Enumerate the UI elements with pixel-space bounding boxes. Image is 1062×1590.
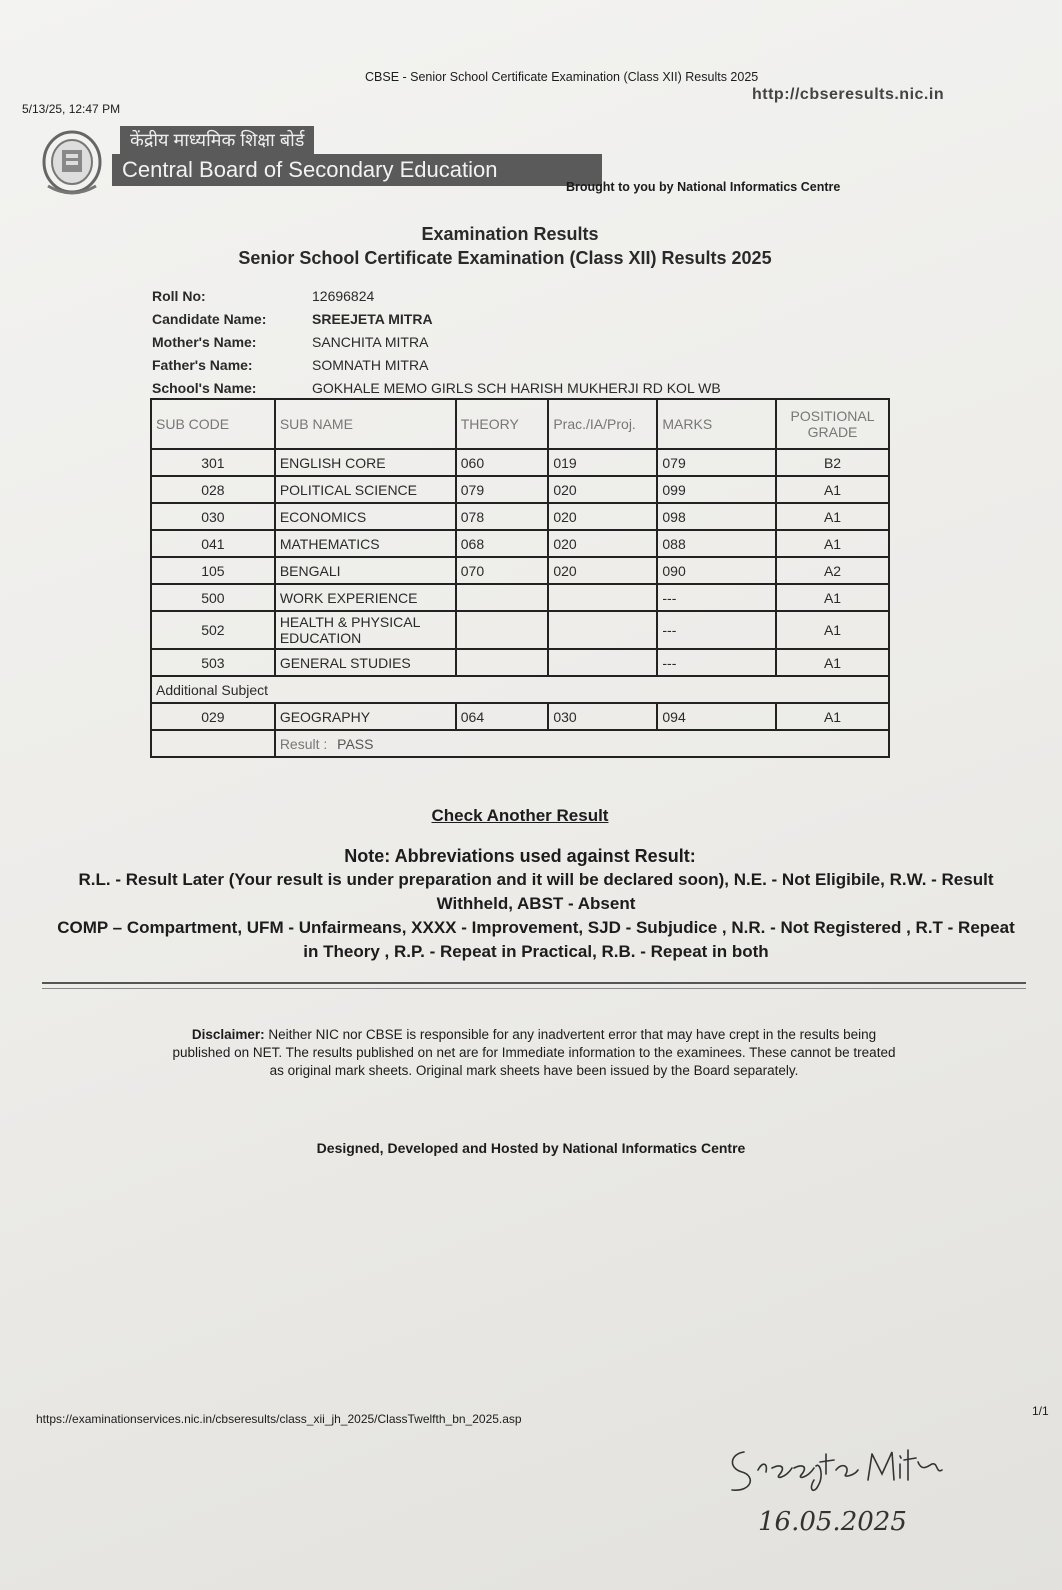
header-theory: THEORY xyxy=(456,399,549,449)
grade-cell: A1 xyxy=(776,530,889,557)
practical-cell: 030 xyxy=(548,703,657,730)
sub-code-cell: 500 xyxy=(151,584,275,611)
theory-cell: 068 xyxy=(456,530,549,557)
header-sub-name: SUB NAME xyxy=(275,399,456,449)
table-row xyxy=(151,611,889,649)
father-name-value: SOMNATH MITRA xyxy=(312,356,429,373)
header-sub-code: SUB CODE xyxy=(151,399,275,449)
brought-by-text: Brought to you by National Informatics Centre xyxy=(566,180,841,194)
candidate-info xyxy=(152,284,721,399)
cbse-banner xyxy=(112,126,602,186)
candidate-name-value: SREEJETA MITRA xyxy=(312,310,433,327)
banner-hindi-title: केंद्रीय माध्यमिक शिक्षा बोर्ड xyxy=(120,126,314,154)
result-empty-cell xyxy=(151,730,275,757)
note-line-2: COMP – Compartment, UFM - Unfairmeans, XXXX - Improvement, SJD - Subjudice , N.R. - Not Registered , R.T - Repeat in Theory , R.P. - Repeat in Practical, R.B. - Repeat in both xyxy=(57,918,1015,961)
marks-cell: 099 xyxy=(657,476,776,503)
roll-row xyxy=(152,284,721,307)
theory-cell xyxy=(456,584,549,611)
theory-cell: 079 xyxy=(456,476,549,503)
marks-cell: --- xyxy=(657,611,776,649)
roll-value: 12696824 xyxy=(312,287,375,304)
practical-cell: 020 xyxy=(548,503,657,530)
cbse-emblem-icon xyxy=(40,128,104,200)
handwritten-signature xyxy=(722,1440,962,1550)
marks-cell: 088 xyxy=(657,530,776,557)
table-row xyxy=(151,503,889,530)
school-name-value: GOKHALE MEMO GIRLS SCH HARISH MUKHERJI RD KOL WB xyxy=(312,379,721,396)
header-practical: Prac./IA/Proj. xyxy=(548,399,657,449)
grade-cell: A1 xyxy=(776,703,889,730)
table-row xyxy=(151,530,889,557)
practical-cell: 020 xyxy=(548,476,657,503)
grade-cell: A1 xyxy=(776,476,889,503)
grade-cell: A2 xyxy=(776,557,889,584)
result-value: PASS xyxy=(337,735,374,752)
result-cell xyxy=(275,730,889,757)
theory-cell: 060 xyxy=(456,449,549,476)
practical-cell xyxy=(548,611,657,649)
additional-subject-label-row xyxy=(151,676,889,703)
sub-name-cell: GEOGRAPHY xyxy=(275,703,456,730)
grade-cell: A1 xyxy=(776,611,889,649)
sub-name-cell: HEALTH & PHYSICAL EDUCATION xyxy=(275,611,456,649)
practical-cell: 019 xyxy=(548,449,657,476)
sub-name-cell: GENERAL STUDIES xyxy=(275,649,456,676)
practical-cell: 020 xyxy=(548,530,657,557)
header-grade xyxy=(776,399,889,449)
page-number: 1/1 xyxy=(1032,1404,1049,1418)
theory-cell: 070 xyxy=(456,557,549,584)
note-title: Note: Abbreviations used against Result: xyxy=(344,846,696,866)
designed-by-text: Designed, Developed and Hosted by National Informatics Centre xyxy=(316,1140,746,1156)
school-name-label: School's Name: xyxy=(152,379,257,396)
sub-name-cell: ENGLISH CORE xyxy=(275,449,456,476)
theory-cell: 064 xyxy=(456,703,549,730)
table-row xyxy=(151,649,889,676)
practical-cell: 020 xyxy=(548,557,657,584)
sub-name-cell: ECONOMICS xyxy=(275,503,456,530)
disclaimer xyxy=(164,1026,904,1080)
candidate-name-label: Candidate Name: xyxy=(152,310,267,327)
marks-cell: --- xyxy=(657,584,776,611)
marks-cell: 098 xyxy=(657,503,776,530)
table-row xyxy=(151,557,889,584)
table-row xyxy=(151,584,889,611)
theory-cell xyxy=(456,611,549,649)
father-name-label: Father's Name: xyxy=(152,356,253,373)
practical-cell xyxy=(548,584,657,611)
sub-name-cell: WORK EXPERIENCE xyxy=(275,584,456,611)
marks-cell: 090 xyxy=(657,557,776,584)
sub-code-cell: 301 xyxy=(151,449,275,476)
table-row xyxy=(151,449,889,476)
mother-name-row xyxy=(152,330,721,353)
theory-cell: 078 xyxy=(456,503,549,530)
note-line-1: R.L. - Result Later (Your result is under preparation and it will be declared soon), N.E. - Not Eligibile, R.W. - Result Withheld, ABST - Absent xyxy=(78,870,994,913)
disclaimer-label: Disclaimer: xyxy=(191,1027,265,1042)
marks-cell: --- xyxy=(657,649,776,676)
header-grade-line2: GRADE xyxy=(807,424,858,440)
sub-code-cell: 503 xyxy=(151,649,275,676)
grade-cell: B2 xyxy=(776,449,889,476)
footer-url: https://examinationservices.nic.in/cbseresults/class_xii_jh_2025/ClassTwelfth_bn_2025.asp xyxy=(36,1412,522,1426)
print-page-title: CBSE - Senior School Certificate Examination (Class XII) Results 2025 xyxy=(365,70,759,84)
school-name-row xyxy=(152,376,721,399)
disclaimer-text: Neither NIC nor CBSE is responsible for any inadvertent error that may have crept in the results being published on NET. The results published on net are for Immediate information to the examinees. These cannot be treated as original mark sheets. Original mark sheets have been issued by the Board separately. xyxy=(172,1027,896,1078)
roll-label: Roll No: xyxy=(152,287,206,304)
signature-date: 16.05.2025 xyxy=(758,1507,907,1537)
sub-code-cell: 502 xyxy=(151,611,275,649)
table-row-additional xyxy=(151,703,889,730)
print-timestamp: 5/13/25, 12:47 PM xyxy=(22,102,121,116)
check-another-result-link[interactable]: Check Another Result xyxy=(431,806,609,825)
header-grade-line1: POSITIONAL xyxy=(790,408,875,424)
mother-name-value: SANCHITA MITRA xyxy=(312,333,429,350)
grade-cell: A1 xyxy=(776,584,889,611)
banner-english-title: Central Board of Secondary Education xyxy=(112,154,602,186)
result-row xyxy=(151,730,889,757)
marks-cell: 079 xyxy=(657,449,776,476)
table-header-row xyxy=(151,399,889,449)
results-heading: Examination Results xyxy=(421,224,599,244)
sub-code-cell: 029 xyxy=(151,703,275,730)
grade-cell: A1 xyxy=(776,503,889,530)
father-name-row xyxy=(152,353,721,376)
header-marks: MARKS xyxy=(657,399,776,449)
sub-code-cell: 041 xyxy=(151,530,275,557)
sub-name-cell: POLITICAL SCIENCE xyxy=(275,476,456,503)
sub-code-cell: 028 xyxy=(151,476,275,503)
theory-cell xyxy=(456,649,549,676)
candidate-name-row xyxy=(152,307,721,330)
marks-cell: 094 xyxy=(657,703,776,730)
table-row xyxy=(151,476,889,503)
print-site-url: http://cbseresults.nic.in xyxy=(752,86,945,103)
mother-name-label: Mother's Name: xyxy=(152,333,257,350)
marks-table xyxy=(150,398,890,758)
sub-name-cell: BENGALI xyxy=(275,557,456,584)
additional-subject-label: Additional Subject xyxy=(151,676,889,703)
sub-code-cell: 030 xyxy=(151,503,275,530)
sub-code-cell: 105 xyxy=(151,557,275,584)
sub-name-cell: MATHEMATICS xyxy=(275,530,456,557)
result-label: Result : xyxy=(279,735,328,752)
practical-cell xyxy=(548,649,657,676)
divider xyxy=(42,982,1026,989)
grade-cell: A1 xyxy=(776,649,889,676)
note-text xyxy=(56,868,1016,964)
results-subheading: Senior School Certificate Examination (Class XII) Results 2025 xyxy=(238,248,772,268)
